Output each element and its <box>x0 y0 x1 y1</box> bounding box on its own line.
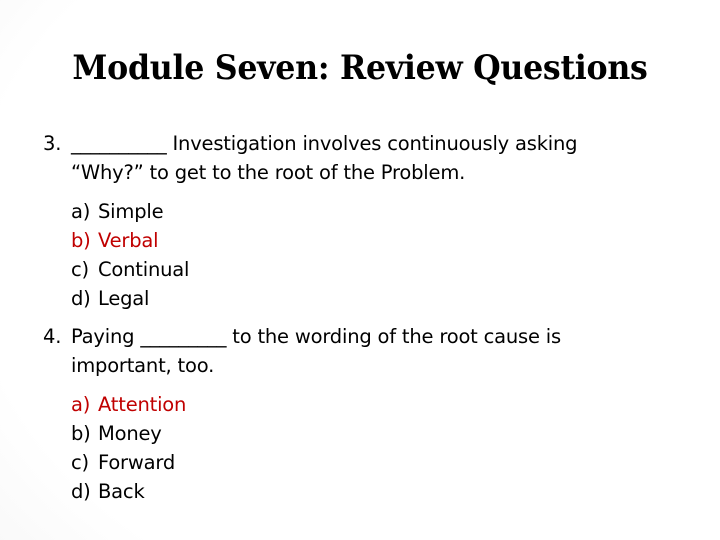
question-4 <box>43 322 663 506</box>
option-letter: b) <box>71 229 91 252</box>
question-text: Paying _________ to the wording of the root cause is <box>71 325 561 348</box>
option-d <box>71 284 663 313</box>
question-number: 4. <box>43 325 62 348</box>
option-letter: c) <box>71 451 89 474</box>
option-b-correct <box>71 226 663 255</box>
option-letter: a) <box>71 393 91 416</box>
option-c <box>71 448 663 477</box>
question-3 <box>43 129 663 313</box>
option-letter: a) <box>71 200 91 223</box>
option-a <box>71 197 663 226</box>
option-letter: d) <box>71 287 91 310</box>
option-text: Forward <box>98 451 176 474</box>
question-stem-line-1 <box>43 322 663 351</box>
question-stem-line-2: “Why?” to get to the root of the Problem. <box>71 161 466 184</box>
option-text: Simple <box>98 200 164 223</box>
option-b <box>71 419 663 448</box>
answer-options <box>43 390 663 506</box>
option-letter: d) <box>71 480 91 503</box>
option-text: Money <box>98 422 162 445</box>
option-text: Continual <box>98 258 190 281</box>
option-letter: c) <box>71 258 89 281</box>
option-text: Attention <box>98 393 187 416</box>
option-text: Back <box>98 480 145 503</box>
option-text: Verbal <box>98 229 159 252</box>
question-stem-line-2: important, too. <box>71 354 215 377</box>
question-text: __________ Investigation involves continuously asking <box>71 132 578 155</box>
option-a-correct <box>71 390 663 419</box>
slide-title: Module Seven: Review Questions <box>72 48 648 88</box>
option-d <box>71 477 663 506</box>
option-letter: b) <box>71 422 91 445</box>
question-number: 3. <box>43 132 62 155</box>
option-text: Legal <box>98 287 150 310</box>
answer-options <box>43 197 663 313</box>
option-c <box>71 255 663 284</box>
question-stem-line-1 <box>43 129 663 158</box>
